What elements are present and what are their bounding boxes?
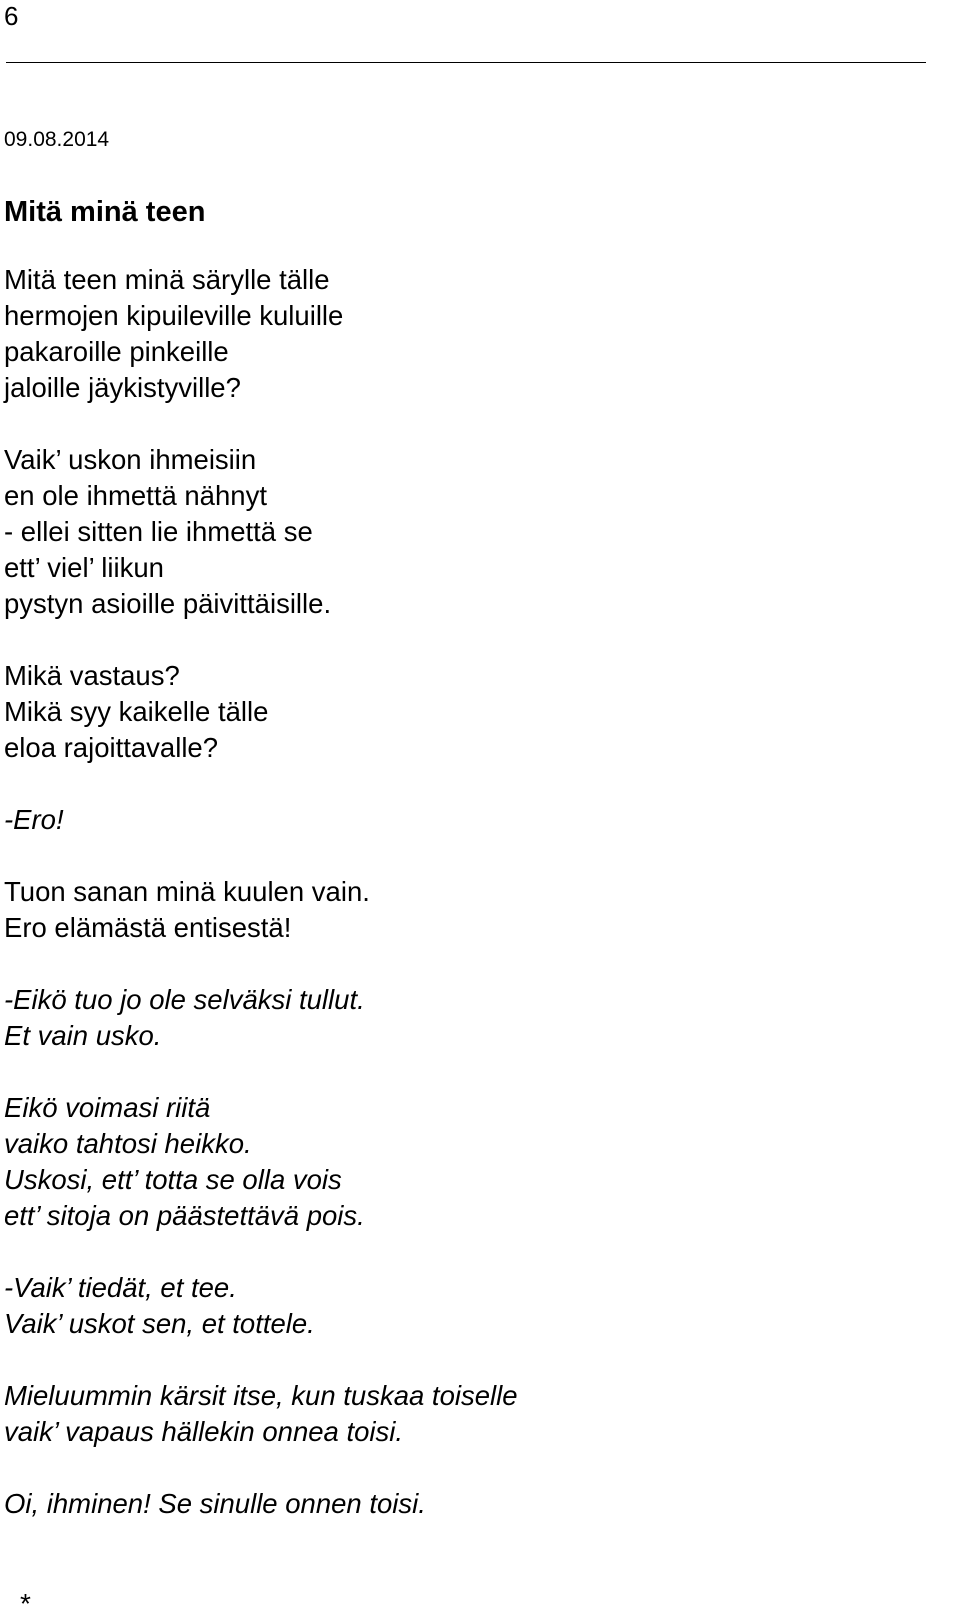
poem-line: Vaik’ uskot sen, et tottele.	[4, 1308, 315, 1339]
poem-line: Et vain usko.	[4, 1020, 162, 1051]
poem-body	[4, 262, 944, 1558]
poem-line: Vaik’ uskon ihmeisiin	[4, 444, 257, 475]
poem-stanza	[4, 1486, 944, 1522]
poem-line: ett’ sitoja on päästettävä pois.	[4, 1200, 365, 1231]
poem-stanza	[4, 262, 944, 406]
poem-line: pystyn asioille päivittäisille.	[4, 588, 332, 619]
poem-line: - ellei sitten lie ihmettä se	[4, 516, 313, 547]
poem-line: Tuon sanan minä kuulen vain.	[4, 876, 370, 907]
poem-line: -Eikö tuo jo ole selväksi tullut.	[4, 984, 365, 1015]
poem-line: ett’ viel’ liikun	[4, 552, 164, 583]
section-separator: *	[20, 1588, 31, 1619]
poem-line: -Vaik’ tiedät, et tee.	[4, 1272, 237, 1303]
poem-line: Mieluummin kärsit itse, kun tuskaa toiselle	[4, 1380, 518, 1411]
poem-line: Ero elämästä entisestä!	[4, 912, 292, 943]
poem-line: Oi, ihminen! Se sinulle onnen toisi.	[4, 1488, 426, 1519]
poem-stanza	[4, 802, 944, 838]
poem-stanza	[4, 1270, 944, 1342]
poem-line: en ole ihmettä nähnyt	[4, 480, 267, 511]
poem-line: Eikö voimasi riitä	[4, 1092, 211, 1123]
poem-stanza	[4, 442, 944, 622]
poem-stanza	[4, 658, 944, 766]
poem-line: Mikä syy kaikelle tälle	[4, 696, 269, 727]
poem-line: Uskosi, ett’ totta se olla vois	[4, 1164, 342, 1195]
poem-stanza	[4, 1090, 944, 1234]
poem-date: 09.08.2014	[4, 128, 110, 151]
header-rule	[6, 62, 926, 63]
poem-line: vaik’ vapaus hällekin onnea toisi.	[4, 1416, 404, 1447]
poem-stanza	[4, 1378, 944, 1450]
poem-line: Mitä teen minä särylle tälle	[4, 264, 330, 295]
poem-line: pakaroille pinkeille	[4, 336, 229, 367]
poem-line: vaiko tahtosi heikko.	[4, 1128, 252, 1159]
poem-stanza	[4, 874, 944, 946]
poem-line: Mikä vastaus?	[4, 660, 180, 691]
poem-line: hermojen kipuileville kuluille	[4, 300, 344, 331]
poem-line: -Ero!	[4, 804, 64, 835]
poem-stanza	[4, 982, 944, 1054]
poem-line: eloa rajoittavalle?	[4, 732, 219, 763]
page-number: 6	[4, 1, 19, 31]
poem-line: jaloille jäykistyville?	[4, 372, 241, 403]
poem-title: Mitä minä teen	[4, 196, 206, 228]
